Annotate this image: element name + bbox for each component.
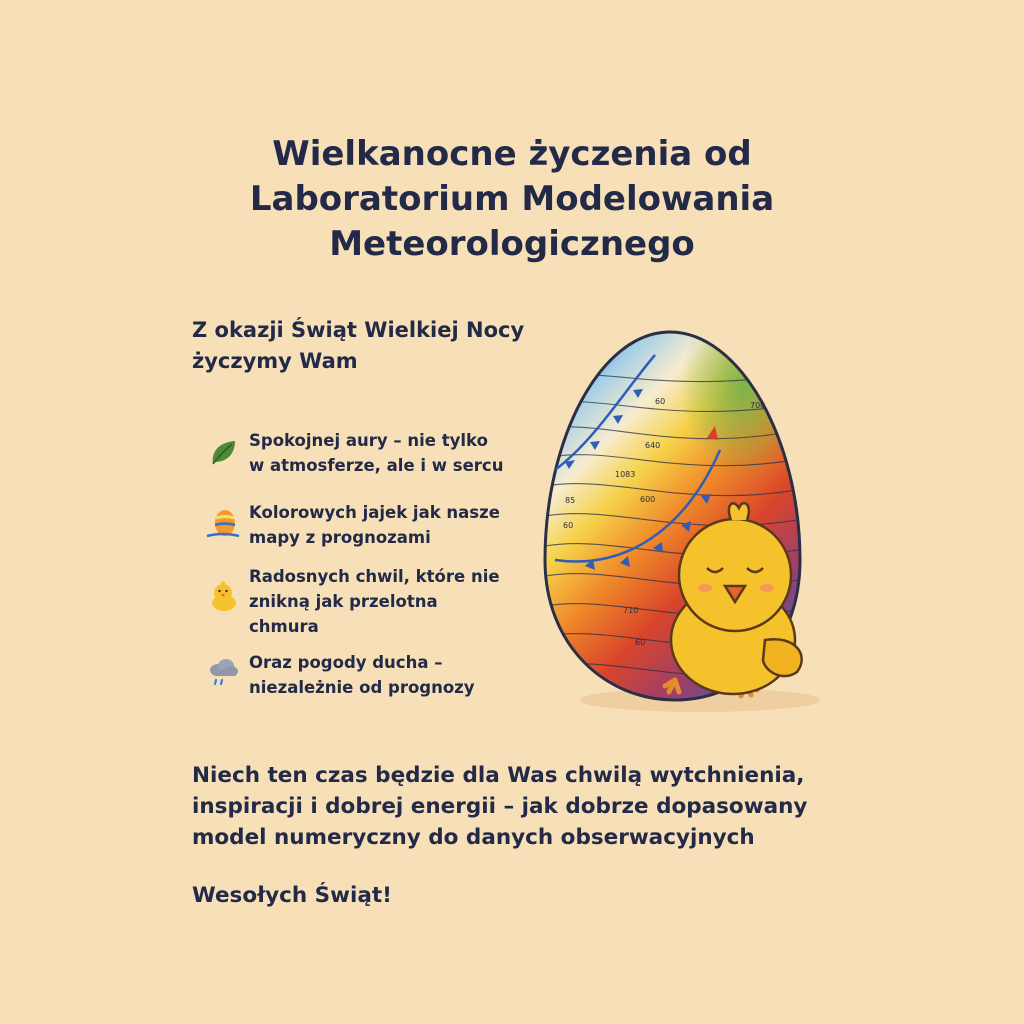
chick-icon	[205, 578, 241, 614]
outro-line: model numeryczny do danych obserwacyjnych	[192, 825, 755, 850]
rain-cloud-icon	[205, 654, 241, 690]
closing-paragraph	[192, 760, 912, 853]
wish-line: Spokojnej aury – nie tylko	[249, 431, 488, 450]
title-line: Laboratorium Modelowania	[249, 179, 775, 219]
intro-text	[192, 315, 572, 377]
page-title	[112, 132, 912, 267]
title-line: Meteorologicznego	[329, 224, 695, 264]
wish-line: w atmosferze, ale i w sercu	[249, 456, 504, 475]
isobar-label: 700	[750, 401, 766, 410]
isobar-label: 60	[635, 638, 646, 647]
isobar-label: 640	[645, 441, 661, 450]
isobar-label: 85	[565, 496, 576, 505]
easter-egg-icon	[205, 506, 241, 542]
isobar-label: 710	[623, 606, 639, 615]
easter-egg-chick-illustration	[535, 320, 825, 725]
wish-line: mapy z prognozami	[249, 528, 431, 547]
wish-line: Kolorowych jajek jak nasze	[249, 503, 500, 522]
wish-line: Oraz pogody ducha –	[249, 653, 443, 672]
wish-line: niezależnie od prognozy	[249, 678, 475, 697]
leaf-icon	[205, 434, 241, 470]
isobar-label: 600	[640, 495, 656, 504]
isobar-label: 1083	[615, 470, 636, 479]
isobar-label: 60	[563, 521, 574, 530]
closing-greeting: Wesołych Świąt!	[192, 883, 392, 908]
wish-line: chmura	[249, 617, 319, 636]
outro-line: Niech ten czas będzie dla Was chwilą wytchnienia,	[192, 763, 805, 788]
wish-line: Radosnych chwil, które nie	[249, 567, 500, 586]
wish-line: znikną jak przelotna	[249, 592, 438, 611]
intro-line: życzymy Wam	[192, 349, 358, 373]
isobar-label: 60	[655, 397, 666, 406]
outro-line: inspiracji i dobrej energii – jak dobrze dopasowany	[192, 794, 808, 819]
intro-line: Z okazji Świąt Wielkiej Nocy	[192, 318, 525, 342]
title-line: Wielkanocne życzenia od	[272, 134, 752, 174]
